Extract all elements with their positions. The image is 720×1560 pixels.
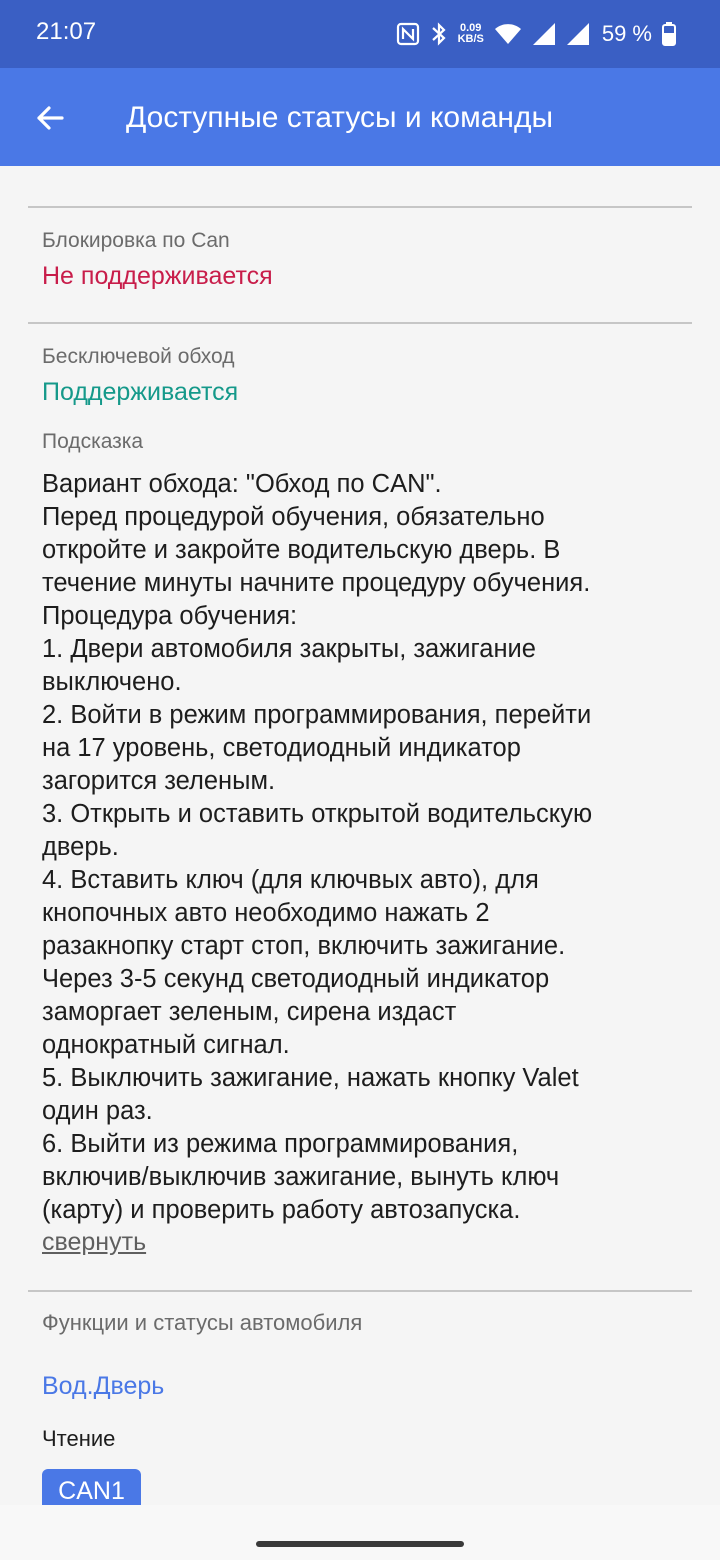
signal-icon: [532, 22, 556, 46]
app-bar: [0, 68, 720, 166]
hint-line: загорится зеленым.: [42, 767, 276, 795]
item-label-can-lock: Блокировка по Can: [42, 229, 230, 252]
hint-line: 4. Вставить ключ (для ключвых авто), для: [42, 866, 539, 894]
item-label-keyless-bypass: Бесключевой обход: [42, 345, 235, 368]
hint-line: Перед процедурой обучения, обязательно: [42, 503, 545, 531]
hint-line: 3. Открыть и оставить открытой водительскую: [42, 800, 593, 828]
can-chip[interactable]: CAN1: [42, 1469, 141, 1505]
status-value-unsupported: Не поддерживается: [42, 262, 273, 290]
divider: [28, 322, 692, 324]
network-speed: 0.09 KB/S: [457, 22, 484, 45]
hint-line: разакнопку старт стоп, включить зажигание.: [42, 932, 566, 960]
page-title: Доступные статусы и команды: [126, 101, 554, 134]
wifi-icon: [494, 23, 522, 45]
hint-line: 5. Выключить зажигание, нажать кнопку Valet: [42, 1064, 579, 1092]
status-time: 21:07: [36, 18, 97, 45]
hint-line: выключено.: [42, 668, 182, 696]
hint-line: кнопочных авто необходимо нажать 2: [42, 899, 490, 927]
status-icons: [396, 16, 676, 52]
collapse-link[interactable]: свернуть: [42, 1228, 147, 1256]
battery-percent: 59 %: [601, 21, 652, 46]
battery-icon: [662, 22, 676, 46]
gesture-bar: [0, 1505, 720, 1560]
hint-line: откройте и закройте водительскую дверь. В: [42, 536, 561, 564]
hint-line: Процедура обучения:: [42, 602, 298, 630]
hint-line: (карту) и проверить работу автозапуска.: [42, 1196, 521, 1224]
hint-label: Подсказка: [42, 430, 144, 453]
hint-text: [42, 468, 682, 1227]
back-button[interactable]: [26, 94, 74, 142]
hint-line: Вариант обхода: "Обход по CAN".: [42, 470, 442, 498]
section-title: Функции и статусы автомобиля: [42, 1310, 363, 1335]
hint-line: однократный сигнал.: [42, 1031, 290, 1059]
function-mode: Чтение: [42, 1426, 116, 1451]
status-value-supported: Поддерживается: [42, 378, 239, 406]
divider: [28, 1290, 692, 1292]
home-indicator[interactable]: [256, 1541, 464, 1547]
hint-line: включив/выключив зажигание, вынуть ключ: [42, 1163, 560, 1191]
hint-line: 2. Войти в режим программирования, перейти: [42, 701, 592, 729]
hint-line: на 17 уровень, светодиодный индикатор: [42, 734, 521, 762]
arrow-left-icon: [34, 102, 66, 134]
hint-line: Через 3-5 секунд светодиодный индикатор: [42, 965, 550, 993]
hint-line: один раз.: [42, 1097, 153, 1125]
status-bar: [0, 0, 720, 68]
bluetooth-icon: [430, 21, 448, 47]
signal-icon: [566, 22, 590, 46]
nfc-icon: [396, 22, 420, 46]
hint-line: течение минуты начните процедуру обучения.: [42, 569, 591, 597]
divider: [28, 206, 692, 208]
hint-line: 6. Выйти из режима программирования,: [42, 1130, 519, 1158]
function-name[interactable]: Вод.Дверь: [42, 1372, 165, 1400]
hint-line: дверь.: [42, 833, 119, 861]
hint-line: заморгает зеленым, сирена издаст: [42, 998, 457, 1026]
hint-line: 1. Двери автомобиля закрыты, зажигание: [42, 635, 536, 663]
